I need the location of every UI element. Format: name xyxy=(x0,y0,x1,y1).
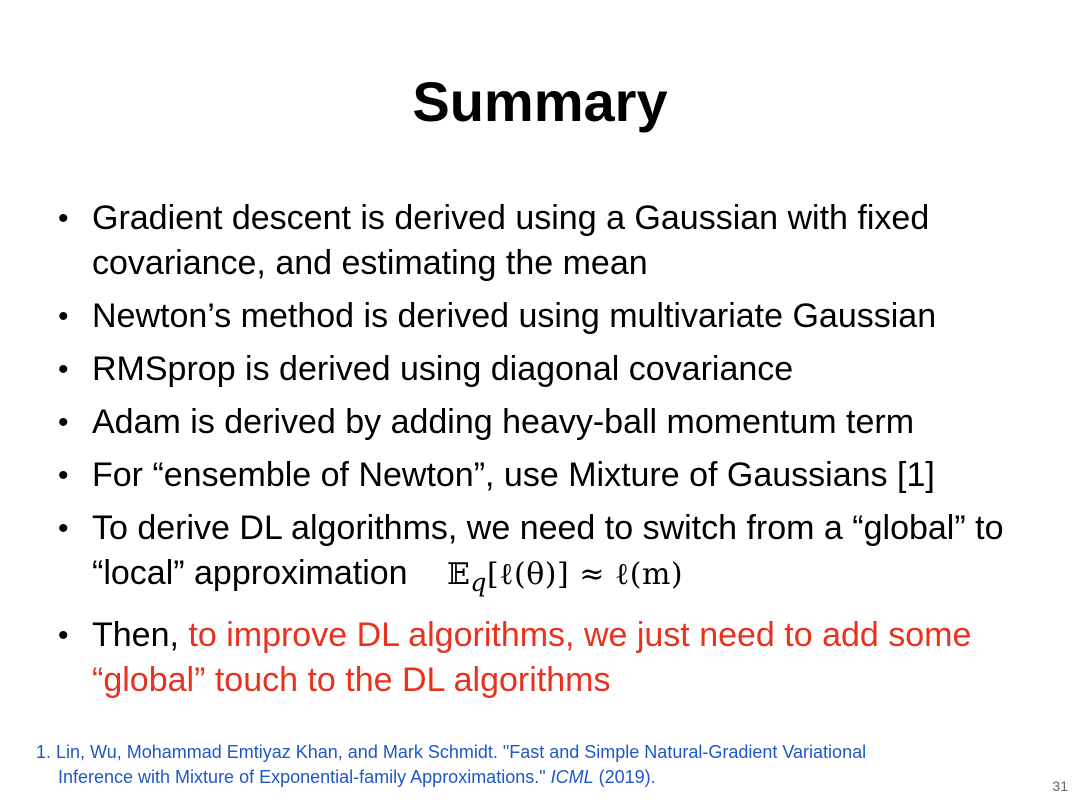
reference-line-2-post: (2019). xyxy=(593,767,656,787)
math-subscript: q xyxy=(470,568,487,597)
bullet-dot-icon: • xyxy=(58,202,69,235)
bullet-text: Newton’s method is derived using multivariate Gaussian xyxy=(92,297,937,335)
math-expectation: 𝔼 xyxy=(447,557,471,592)
bullet-text: For “ensemble of Newton”, use Mixture of Gaussians [1] xyxy=(92,456,935,494)
bullet-text: RMSprop is derived using diagonal covariance xyxy=(92,350,794,388)
bullet-derive-dl xyxy=(56,506,1056,605)
bullet-text: To derive DL algorithms, we need to switch from a “global” to “local” approximation xyxy=(92,509,1004,592)
bullet-text: Adam is derived by adding heavy-ball momentum term xyxy=(92,403,915,441)
bullet-gradient-descent xyxy=(56,196,1056,286)
bullet-improve-dl xyxy=(56,613,1056,703)
reference-line-2 xyxy=(36,765,1036,790)
bullet-newton xyxy=(56,294,1056,339)
bullet-dot-icon: • xyxy=(58,459,69,492)
reference xyxy=(36,740,1036,790)
bullet-list xyxy=(56,196,1056,711)
bullet-dot-icon: • xyxy=(58,619,69,652)
bullet-adam xyxy=(56,400,1056,445)
bullet-dot-icon: • xyxy=(58,300,69,333)
bullet-dot-icon: • xyxy=(58,512,69,545)
reference-venue: ICML xyxy=(550,767,594,787)
slide-title: Summary xyxy=(412,70,668,133)
approximation-formula xyxy=(447,557,684,597)
bullet-highlight: to improve DL algorithms, we just need to add some “global” touch to the DL algorithms xyxy=(92,616,972,699)
bullet-dot-icon: • xyxy=(58,406,69,439)
bullet-dot-icon: • xyxy=(58,353,69,386)
bullet-text: Gradient descent is derived using a Gaussian with fixed covariance, and estimating the mean xyxy=(92,199,930,282)
bullet-prefix: Then, xyxy=(92,616,189,654)
math-body: [ℓ(θ)] ≈ ℓ(m) xyxy=(486,557,684,592)
page-number: 31 xyxy=(1052,778,1068,794)
bullet-rmsprop xyxy=(56,347,1056,392)
bullet-ensemble xyxy=(56,453,1056,498)
reference-line-2-pre: Inference with Mixture of Exponential-family Approximations." xyxy=(58,767,551,787)
reference-line-1: 1. Lin, Wu, Mohammad Emtiyaz Khan, and Mark Schmidt. "Fast and Simple Natural-Gradient Variational xyxy=(36,742,867,762)
